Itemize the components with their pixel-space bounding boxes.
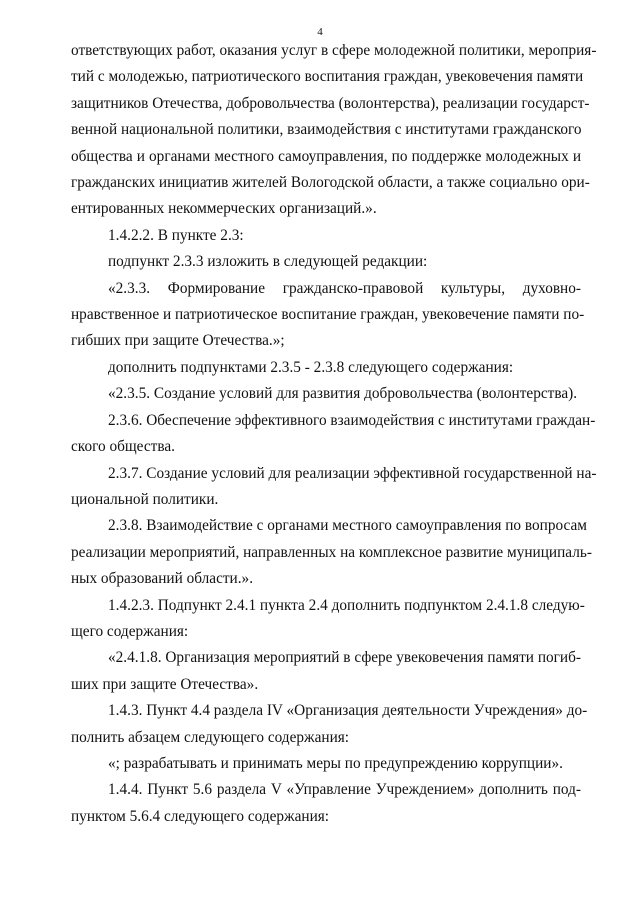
text-line: реализации мероприятий, направленных на комплексное развитие муниципаль- (71, 543, 592, 561)
text-line: гибших при защите Отечества.»; (71, 332, 285, 350)
document-body (71, 38, 597, 830)
text-line: циональной политики. (71, 490, 219, 508)
text-line: 2.3.6. Обеспечение эффективного взаимодействия с институтами граждан- (108, 411, 596, 429)
text-line: гражданских инициатив жителей Вологодской области, а также социально ори- (71, 174, 590, 192)
text-line: 1.4.3. Пункт 4.4 раздела IV «Организация деятельности Учреждения» до- (108, 702, 588, 720)
text-line: ших при защите Отечества». (71, 675, 259, 693)
text-line: «2.4.1.8. Организация мероприятий в сфере увековечения памяти погиб- (108, 649, 581, 667)
text-line: 2.3.8. Взаимодействие с органами местного самоуправления по вопросам (108, 517, 587, 535)
paragraph (71, 249, 581, 275)
text-line: защитников Отечества, добровольчества (волонтерства), реализации государст- (71, 94, 590, 112)
page-number: 4 (317, 26, 323, 38)
paragraph (71, 38, 597, 223)
text-line: «; разрабатывать и принимать меры по предупреждению коррупции». (108, 754, 563, 772)
text-line: 1.4.2.3. Подпункт 2.4.1 пункта 2.4 дополнить подпунктом 2.4.1.8 следую- (108, 596, 585, 614)
text-line: нравственное и патриотическое воспитание граждан, увековечение памяти по- (71, 306, 585, 324)
paragraph (71, 513, 592, 592)
paragraph (71, 381, 581, 407)
text-line: полнить абзацем следующего содержания: (71, 728, 350, 746)
paragraph (71, 645, 581, 698)
text-line: ответствующих работ, оказания услуг в сфере молодежной политики, мероприя- (71, 42, 597, 59)
paragraph (71, 276, 585, 355)
paragraph (71, 223, 581, 249)
text-line: «2.3.3. Формирование гражданско-правовой культуры, духовно- (108, 279, 581, 297)
paragraph (71, 461, 597, 514)
paragraph (71, 355, 581, 381)
text-line: ных образований области.». (71, 570, 254, 588)
text-line: венной национальной политики, взаимодействия с институтами гражданского (71, 121, 582, 139)
paragraph (71, 593, 585, 646)
paragraph (71, 777, 581, 830)
text-line: тий с молодежью, патриотического воспитания граждан, увековечения памяти (71, 68, 584, 86)
paragraph (71, 751, 581, 777)
text-line: пунктом 5.6.4 следующего содержания: (71, 807, 330, 825)
text-line: ского общества. (71, 438, 175, 456)
paragraph (71, 408, 596, 461)
paragraph (71, 698, 588, 751)
text-line: «2.3.5. Создание условий для развития добровольчества (волонтерства). (108, 385, 578, 403)
text-line: ентированных некоммерческих организаций.». (71, 200, 377, 218)
text-line: 2.3.7. Создание условий для реализации эффективной государственной на- (108, 464, 597, 482)
text-line: дополнить подпунктами 2.3.5 - 2.3.8 следующего содержания: (108, 358, 514, 376)
text-line: общества и органами местного самоуправления, по поддержке молодежных и (71, 147, 581, 165)
text-line: 1.4.4. Пункт 5.6 раздела V «Управление Учреждением» дополнить под- (108, 781, 581, 799)
text-line: подпункт 2.3.3 изложить в следующей редакции: (108, 253, 428, 271)
text-line: щего содержания: (71, 622, 189, 640)
text-line: 1.4.2.2. В пункте 2.3: (108, 226, 244, 244)
